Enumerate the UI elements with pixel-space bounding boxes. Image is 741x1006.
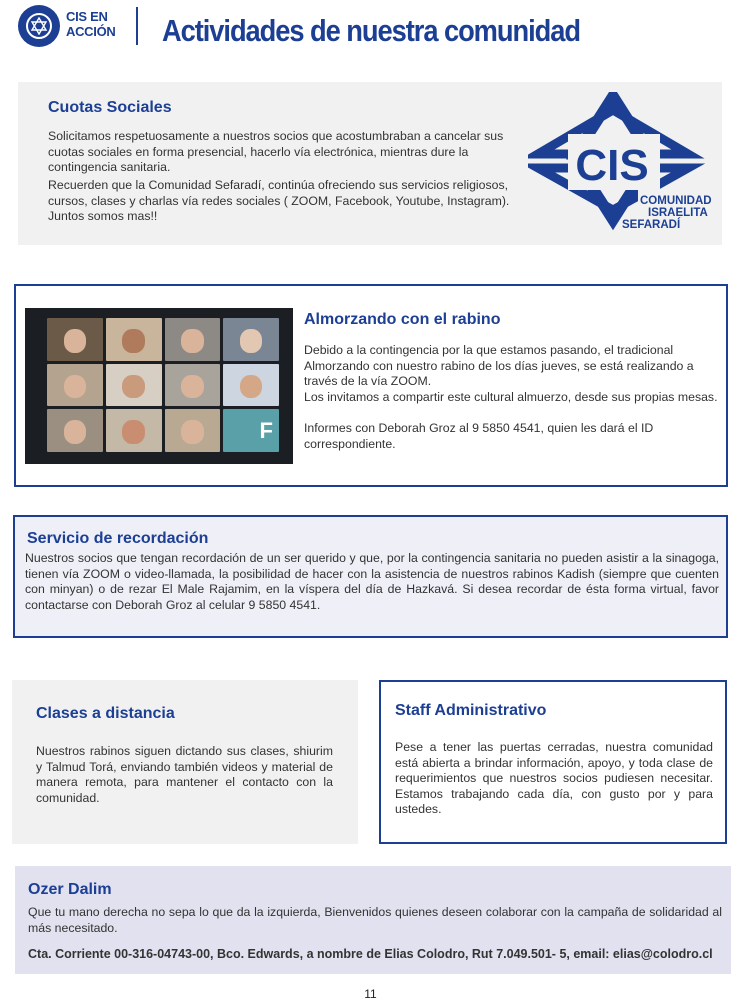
almorzando-paragraph-2: Los invitamos a compartir este cultural almuerzo, desde sus propias mesas.	[304, 390, 718, 404]
cuotas-paragraph-1: Solicitamos respetuosamente a nuestros socios que acostumbraban a cancelar sus cuotas sociales en forma presencial, hacerlo vía electrónica, mientras dure la contingencia sanitaria.	[48, 129, 504, 174]
recordacion-box	[13, 515, 728, 638]
staff-box	[379, 680, 727, 844]
page-title: Actividades de nuestra comunidad	[162, 13, 580, 48]
clases-box	[12, 680, 358, 844]
cis-logo-acronym: CIS	[575, 141, 649, 190]
cuotas-sociales-box	[18, 82, 722, 245]
ozer-title: Ozer Dalim	[28, 881, 112, 898]
recordacion-text: Nuestros socios que tengan recordación de un ser querido y que, por la contingencia sanitaria no pueden asistir a la sinagoga, tienen vía ZOOM o video-llamada, la posibilidad de hacer con la asistencia de nuestros rabinos Kadish (siempre que cuenten con minyan) o de rezar El Male Rajamim, en la víspera del día de Hazkavá. Si desea recordar de ésta forma virtual, favor contactarse con Deborah Groz al celular 9 5850 4541.	[25, 551, 719, 612]
cuotas-title: Cuotas Sociales	[48, 99, 172, 116]
ozer-text: Que tu mano derecha no sepa lo que da la izquierda, Bienvenidos quienes deseen colaborar con la campaña de solidaridad al más necesitado.	[28, 905, 722, 935]
clases-text: Nuestros rabinos siguen dictando sus clases, shiurim y Talmud Torá, enviando también videos y material de manera remota, para mantener el contacto con la comunidad.	[36, 744, 333, 805]
cis-logo	[528, 92, 718, 237]
cis-logo-line2: ISRAELITA	[648, 207, 708, 219]
section-label: CIS EN ACCIÓN	[66, 9, 116, 39]
star-of-david-icon	[30, 17, 48, 35]
ozer-dalim-box	[15, 866, 731, 974]
cis-logo-line1: COMUNIDAD	[640, 195, 712, 207]
header-divider	[136, 7, 138, 45]
cuotas-paragraph-2: Recuerden que la Comunidad Sefaradí, continúa ofreciendo sus servicios religiosos, cursos, clases y charlas vía redes sociales ( ZOOM, Facebook, Youtube, Instagram). Juntos somos mas!!	[48, 178, 510, 223]
staff-text: Pese a tener las puertas cerradas, nuestra comunidad está abierta a brindar información, apoyo, y toda clase de requerimientos que nuestros socios pudiesen necesitar. Estamos trabajando cada día, con gusto por y para ustedes.	[395, 740, 713, 816]
recordacion-title: Servicio de recordación	[27, 530, 209, 547]
zoom-call-photo	[25, 308, 293, 464]
almorzando-box	[14, 284, 728, 487]
staff-title: Staff Administrativo	[395, 702, 547, 719]
almorzando-paragraph-1: Debido a la contingencia por la que estamos pasando, el tradicional Almorzando con nuestro rabino de los días jueves, se está realizando a través de la vía ZOOM.	[304, 343, 694, 388]
cis-logo-line3: SEFARADÍ	[622, 219, 681, 231]
page-number: 11	[364, 987, 377, 1001]
almorzando-title: Almorzando con el rabino	[304, 311, 501, 328]
bank-account-info: Cta. Corriente 00-316-04743-00, Bco. Edwards, a nombre de Elias Colodro, Rut 7.049.501- 5, email: elias@colodro.cl	[28, 947, 713, 961]
clases-title: Clases a distancia	[36, 705, 175, 722]
cis-en-accion-badge	[18, 5, 60, 47]
participant-initial-tile: F	[223, 409, 279, 452]
almorzando-paragraph-3: Informes con Deborah Groz al 9 5850 4541, quien les dará el ID correspondiente.	[304, 421, 654, 451]
